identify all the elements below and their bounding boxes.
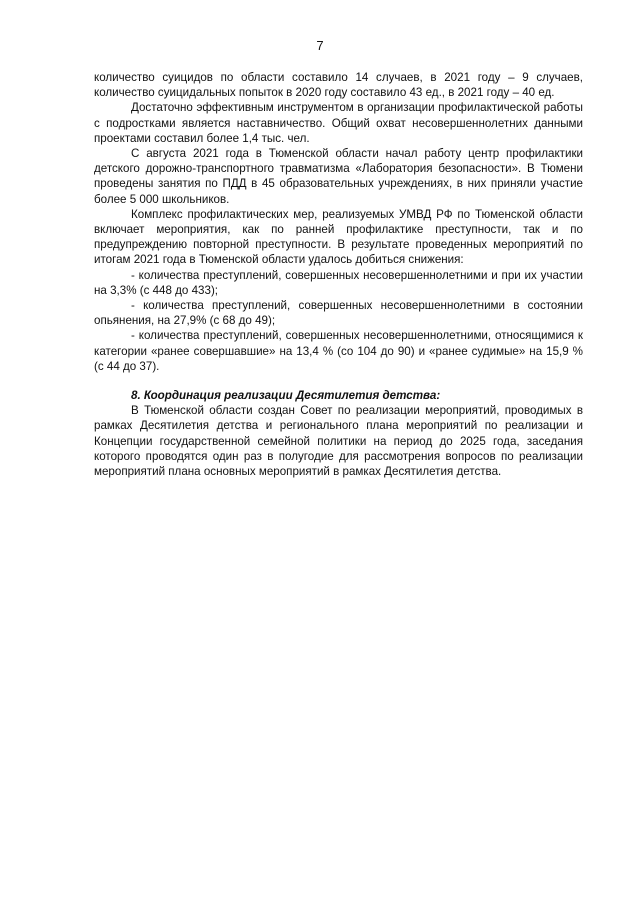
list-item-crime-reduction-2: - количества преступлений, совершенных несовершеннолетними в состоянии опьянения, на 27,9% (с 68 до 49); — [94, 299, 583, 328]
paragraph-road-safety-center: С августа 2021 года в Тюменской области начал работу центр профилактики детского дорожно-транспортного травматизма «Лаборатория безопасности». В Тюмени проведены занятия по ПДД в 45 образовательных учреждениях, в них приняли участие более 5 000 школьников. — [94, 147, 583, 206]
list-item-crime-reduction-3: - количества преступлений, совершенных несовершеннолетними, относящимися к категории «ранее совершавшие» на 13,4 % (со 104 до 90) и «ранее судимые» на 15,9 % (с 44 до 37). — [94, 329, 583, 373]
paragraph-coordination-council: В Тюменской области создан Совет по реализации мероприятий, проводимых в рамках Десятилетия детства и регионального плана мероприятий по реализации и Концепции государственной семейной политики на период до 2025 года, заседания которого проводятся один раз в полугодие для рассмотрения вопросов по реализации мероприятий плана основных мероприятий в рамках Десятилетия детства. — [94, 404, 583, 479]
document-body — [94, 70, 583, 479]
list-item-crime-reduction-1: - количества преступлений, совершенных несовершеннолетними и при их участии на 3,3% (с 448 до 433); — [94, 268, 583, 297]
paragraph-mentoring: Достаточно эффективным инструментом в организации профилактической работы с подростками является наставничество. Общий охват несовершеннолетних данными проектами составил более 1,4 тыс. чел. — [94, 101, 583, 145]
paragraph-suicide-stats: количество суицидов по области составило 14 случаев, в 2021 году – 9 случаев, количество суицидальных попыток в 2020 году составило 43 ед., в 2021 году – 40 ед. — [94, 71, 583, 100]
section-heading: 8. Координация реализации Десятилетия детства: — [131, 389, 441, 403]
paragraph-prevention-measures: Комплекс профилактических мер, реализуемых УМВД РФ по Тюменской области включает мероприятия, как по ранней профилактике преступности, так и по предупреждению повторной преступности. В результате проведенных мероприятий по итогам 2021 года в Тюменской области удалось добиться снижения: — [94, 207, 583, 267]
page-number: 7 — [316, 38, 324, 53]
